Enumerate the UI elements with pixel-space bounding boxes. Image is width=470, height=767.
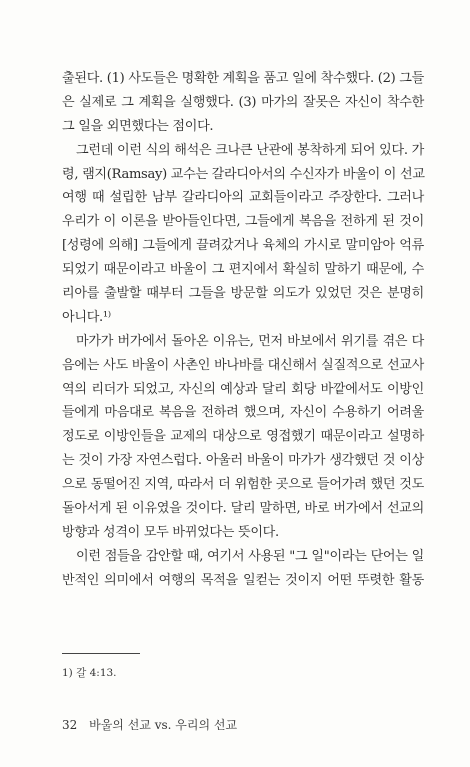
text-line: 령, 램지(Ramsay) 교수는 갈라디아서의 수신자가 바울이 이 선교 [62, 166, 425, 182]
text-line: 우리가 이 이론을 받아들인다면, 그들에게 복음을 전하게 된 것이 [62, 214, 424, 230]
text-line: 는 것이 가장 자연스럽다. 아울러 바울이 마가가 생각했던 것 이상 [62, 453, 424, 469]
text-line: 돌아서게 된 이유였을 것이다. 달리 말하면, 바로 버가에서 선교의 [62, 501, 424, 517]
text-line: 출된다. (1) 사도들은 명확한 계획을 품고 일에 착수했다. (2) 그들 [62, 71, 424, 86]
text-line: 그런데 이런 식의 해석은 크나큰 난관에 봉착하게 되어 있다. 가 [76, 142, 424, 158]
page-footer [62, 717, 237, 733]
text-line: 반적인 의미에서 여행의 목적을 일컫는 것이지 어떤 뚜렷한 활동 [62, 572, 424, 588]
text-line: 역의 리더가 되었고, 자신의 예상과 달리 회당 바깥에서도 이방인 [62, 381, 424, 397]
text-line: 정도로 이방인들을 교제의 대상으로 영접했기 때문이라고 설명하 [62, 429, 424, 445]
text-line: 그 일을 외면했다는 점이다. [62, 118, 214, 134]
text-line: 은 실제로 그 계획을 실행했다. (3) 마가의 잘못은 자신이 착수한 [62, 94, 424, 110]
text-line: 여행 때 설립한 남부 갈라디아의 교회들이라고 주장한다. 그러나 [62, 190, 424, 206]
text-line: 이런 점들을 감안할 때, 여기서 사용된 "그 일"이라는 단어는 일 [76, 548, 424, 564]
text-line: 음에는 사도 바울이 사촌인 바나바를 대신해서 실질적으로 선교사 [62, 357, 424, 373]
text-line: 되었기 때문이라고 바울이 그 편지에서 확실히 말하기 때문에, 수 [62, 262, 424, 278]
text-line: 아니다.¹⁾ [62, 309, 111, 325]
text-line: [성령에 의해] 그들에게 끌려갔거나 육체의 가시로 말미암아 억류 [62, 238, 424, 254]
text-line: 방향과 성격이 모두 바뀌었다는 뜻이다. [62, 524, 279, 540]
text-line: 들에게 마음대로 복음을 전하려 했으며, 자신이 수용하기 어려울 [62, 405, 424, 421]
footnote: 1) 갈 4:13. [62, 667, 117, 679]
text-line: 마가가 버가에서 돌아온 이유는, 먼저 바보에서 위기를 겪은 다 [76, 333, 424, 349]
body-text [62, 67, 424, 593]
text-line: 리아를 출발할 때부터 그들을 방문할 의도가 있었던 것은 분명히 [62, 286, 424, 302]
running-title: 바울의 선교 vs. 우리의 선교 [89, 718, 238, 732]
text-line: 으로 동떨어진 지역, 따라서 더 위험한 곳으로 들어가려 했던 것도 [62, 477, 424, 493]
footnote-divider [62, 653, 140, 654]
page-number: 32 [62, 718, 78, 732]
